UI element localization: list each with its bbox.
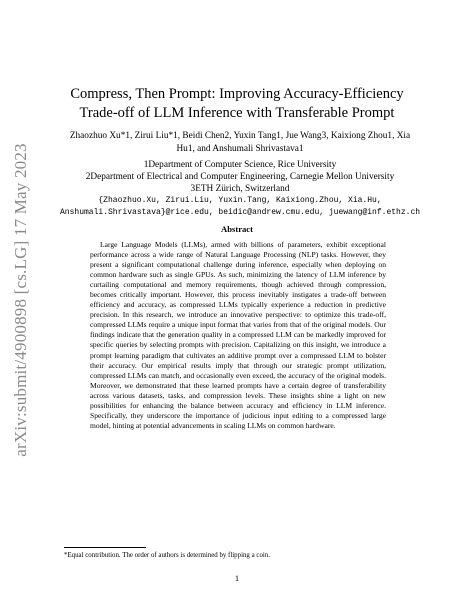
paper-title: [60, 85, 414, 123]
title-line-1: Compress, Then Prompt: Improving Accuracy-Efficiency: [70, 86, 404, 102]
footnote-divider: [64, 547, 146, 548]
emails-line-2: Anshumali.Shrivastava}@rice.edu, beidic@andrew.cmu.edu, juewang@inf.ethz.ch: [60, 208, 421, 217]
authors-line-1: Zhaozhuo Xu*1, Zirui Liu*1, Beidi Chen2, Yuxin Tang1, Jue Wang3, Kaixiong Zhou1, Xia: [69, 131, 411, 141]
title-line-2: Trade-off of LLM Inference with Transferable Prompt: [79, 105, 395, 121]
footnote-equal-contribution: *Equal contribution. The order of authors is determined by flipping a coin.: [64, 552, 270, 559]
emails-line-1: {Zhaozhuo.Xu, Zirui.Liu, Yuxin.Tang, Kaixiong.Zhou, Xia.Hu,: [98, 196, 382, 205]
affiliation-cmu: 2Department of Electrical and Computer Engineering, Carnegie Mellon University: [85, 172, 395, 182]
abstract-heading: Abstract: [221, 224, 253, 234]
page-number: 1: [234, 573, 240, 583]
arxiv-identifier-stamp: [6, 120, 36, 480]
authors-line-2: Hu1, and Anshumali Shrivastava1: [176, 144, 304, 154]
affiliation-eth: 3ETH Zürich, Switzerland: [190, 184, 290, 194]
author-list: [60, 130, 420, 156]
affiliation-rice: 1Department of Computer Science, Rice University: [143, 160, 337, 170]
affiliation-block: [60, 159, 420, 219]
arxiv-identifier-text: arXiv:submit/4900898 [cs.LG] 17 May 2023: [11, 143, 30, 457]
abstract-body: Large Language Models (LLMs), armed with billions of parameters, exhibit exceptional performance across a wide range of Natural Language Processing (NLP) tasks. However, they present a significant computational challenge during inference, especially when deploying on common hardware such as single GPUs. As such, minimizing the latency of LLM inference by curtailing computational and memory requirements, though achieved through compression, becomes critically important. However, this process inevitably instigates a trade-off between efficiency and accuracy, as compressed LLMs typically experience a reduction in predictive precision. In this research, we introduce an innovative perspective: to optimize this trade-off, compressed LLMs require a unique input format that varies from that of the original models. Our findings indicate that the generation quality in a compressed LLM can be markedly improved for specific queries by selecting prompts with precision. Capitalizing on this insight, we introduce a prompt learning paradigm that cultivates an additive prompt over a compressed LLM to bolster their accuracy. Our empirical results imply that through our strategic prompt utilization, compressed LLMs can match, and occasionally even exceed, the accuracy of the original models. Moreover, we demonstrated that these learned prompts have a certain degree of transferability across various datasets, tasks, and compression levels. These insights shine a light on new possibilities for enhancing the balance between accuracy and efficiency in LLM inference. Specifically, they underscore the importance of judicious input editing to a compressed large model, hinting at potential advancements in scaling LLMs on common hardware.: [90, 240, 386, 430]
